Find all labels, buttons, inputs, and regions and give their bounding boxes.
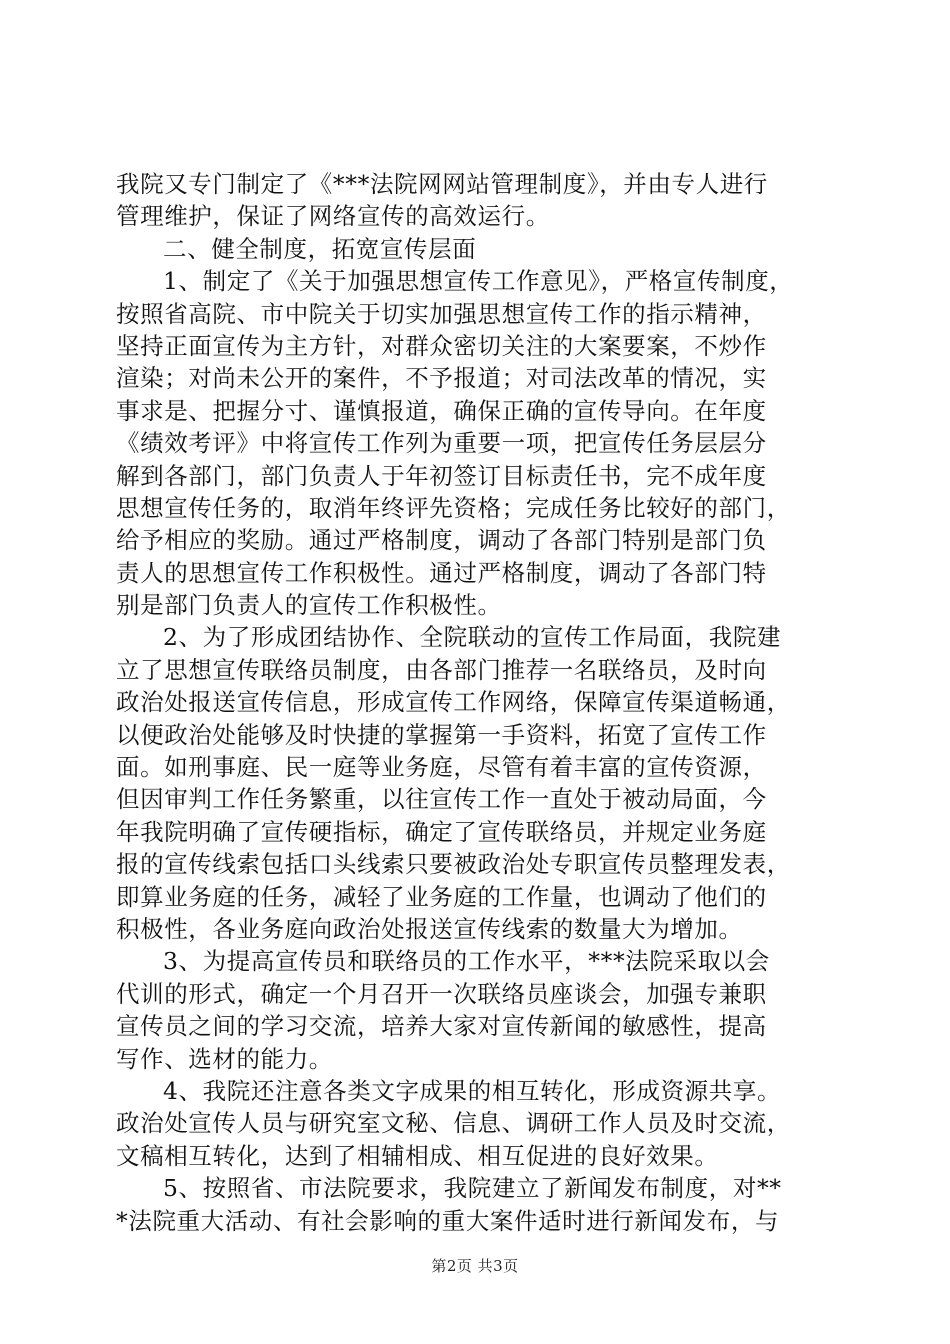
text-line: 解到各部门，部门负责人于年初签订目标责任书，完不成年度 [116, 461, 767, 490]
text-line: 事求是、把握分寸、谨慎报道，确保正确的宣传导向。在年度 [116, 396, 767, 425]
text-line: 给予相应的奖励。通过严格制度，调动了各部门特别是部门负 [116, 526, 767, 555]
text-line: 按照省高院、市中院关于切实加强思想宣传工作的指示精神， [116, 299, 767, 328]
text-line: 责人的思想宣传工作积极性。通过严格制度，调动了各部门特 [116, 558, 767, 587]
text-line: 宣传员之间的学习交流，培养大家对宣传新闻的敏感性，提高 [116, 1012, 767, 1041]
text-line: 年我院明确了宣传硬指标，确定了宣传联络员，并规定业务庭 [116, 817, 767, 846]
text-line: 写作、选材的能力。 [116, 1044, 333, 1073]
text-line: 二、健全制度，拓宽宣传层面 [163, 234, 477, 263]
text-line: 积极性，各业务庭向政治处报送宣传线索的数量大为增加。 [116, 914, 743, 943]
text-line: 以便政治处能够及时快捷的掌握第一手资料，拓宽了宣传工作 [116, 720, 767, 749]
text-line: 我院又专门制定了《***法院网网站管理制度》，并由专人进行 [116, 170, 768, 198]
text-line: 1、制定了《关于加强思想宣传工作意见》，严格宣传制度， [163, 267, 794, 296]
text-line: 坚持正面宣传为主方针，对群众密切关注的大案要案，不炒作 [116, 331, 767, 360]
text-line: 管理维护，保证了网络宣传的高效运行。 [116, 202, 550, 231]
text-line: 面。如刑事庭、民一庭等业务庭，尽管有着丰富的宣传资源， [116, 753, 767, 782]
text-line: 别是部门负责人的宣传工作积极性。 [116, 591, 502, 620]
text-line: 即算业务庭的任务，减轻了业务庭的工作量，也调动了他们的 [116, 882, 767, 911]
text-line: 2、为了形成团结协作、全院联动的宣传工作局面，我院建 [163, 623, 782, 652]
document-body [116, 168, 836, 1237]
text-line: 文稿相互转化，达到了相辅相成、相互促进的良好效果。 [116, 1141, 719, 1170]
text-line: *法院重大活动、有社会影响的重大案件适时进行新闻发布，与 [116, 1206, 780, 1235]
text-line: 代训的形式，确定一个月召开一次联络员座谈会，加强专兼职 [116, 979, 767, 1008]
text-line: 立了思想宣传联络员制度，由各部门推荐一名联络员，及时向 [116, 655, 767, 684]
text-line: 报的宣传线索包括口头线索只要被政治处专职宣传员整理发表， [116, 850, 791, 879]
text-line: 5、按照省、市法院要求，我院建立了新闻发布制度，对** [163, 1174, 782, 1203]
text-line: 思想宣传任务的，取消年终评先资格；完成任务比较好的部门， [116, 493, 791, 522]
text-line: 4、我院还注意各类文字成果的相互转化，形成资源共享。 [163, 1076, 782, 1105]
page-footer: 第2页 共3页 [431, 1257, 519, 1275]
text-line: 但因审判工作任务繁重，以往宣传工作一直处于被动局面，今 [116, 785, 767, 814]
text-line: 政治处宣传人员与研究室文秘、信息、调研工作人员及时交流， [116, 1109, 791, 1138]
text-line: 政治处报送宣传信息，形成宣传工作网络，保障宣传渠道畅通， [116, 688, 791, 717]
text-line: 渲染；对尚未公开的案件，不予报道；对司法改革的情况，实 [116, 364, 767, 393]
text-line: 《绩效考评》中将宣传工作列为重要一项，把宣传任务层层分 [116, 429, 767, 458]
text-line: 3、为提高宣传员和联络员的工作水平，***法院采取以会 [163, 947, 770, 976]
